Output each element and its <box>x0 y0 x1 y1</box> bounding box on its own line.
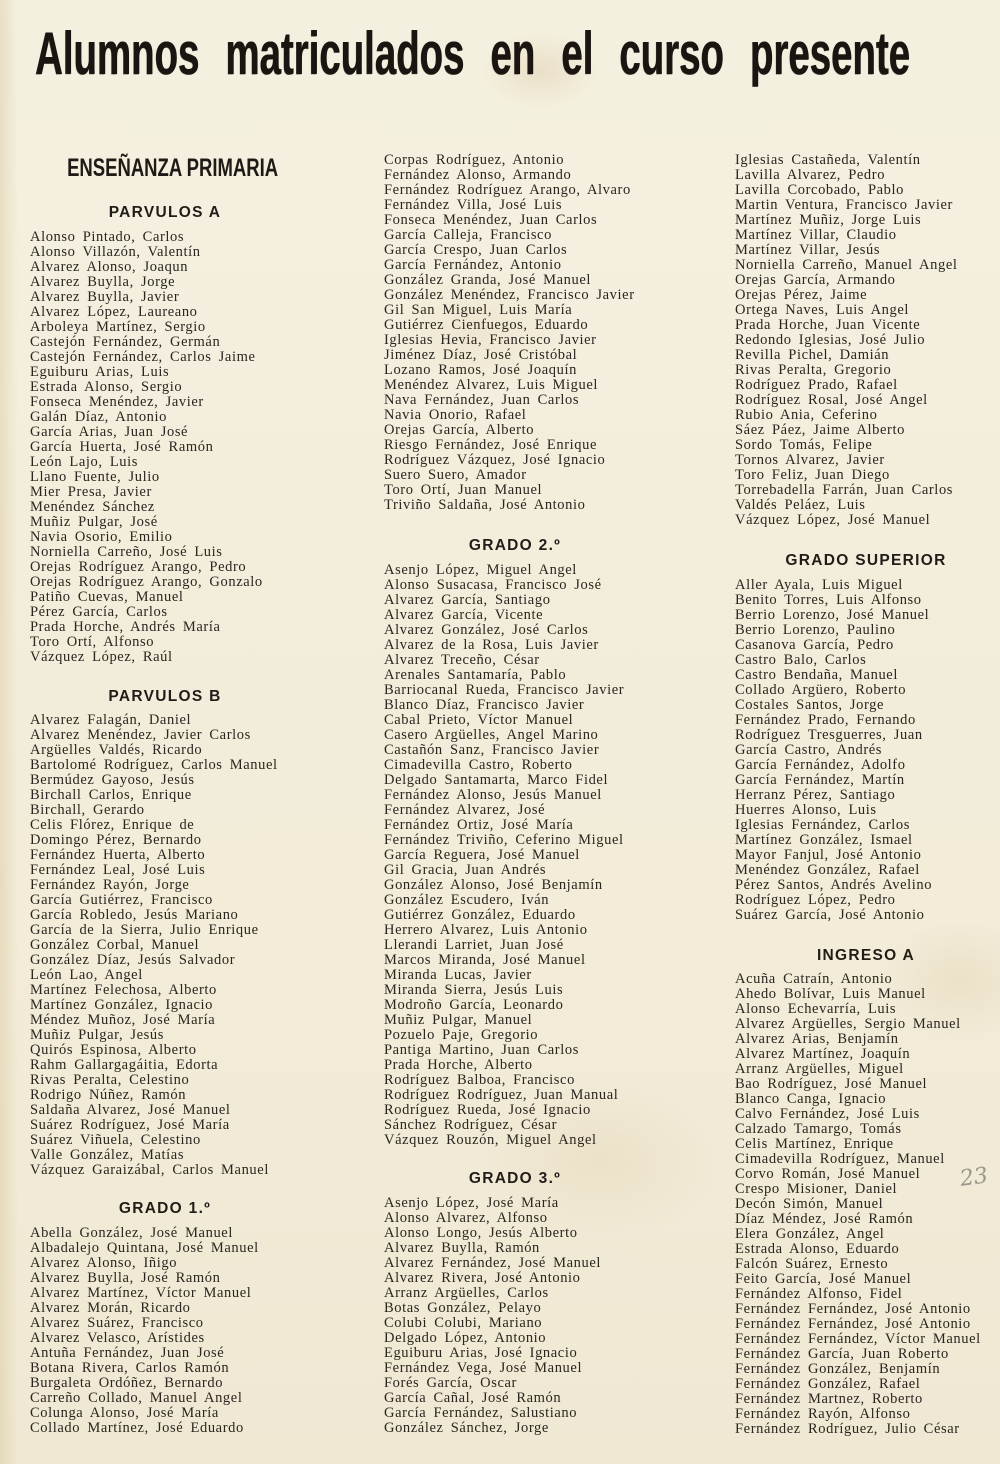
student-name: Cabal Prieto, Víctor Manuel <box>384 712 574 728</box>
student-name: Bermúdez Gayoso, Jesús <box>30 772 195 788</box>
student-list-ingreso-a <box>735 972 997 1437</box>
student-name: González Díaz, Jesús Salvador <box>30 952 236 968</box>
student-name: Benito Torres, Luis Alfonso <box>735 592 922 608</box>
student-name: García Huerta, José Ramón <box>30 439 214 455</box>
student-list-grado-3 <box>384 1196 646 1436</box>
student-name: Fonseca Menéndez, Juan Carlos <box>384 212 598 228</box>
student-name: Martínez Felechosa, Alberto <box>30 982 217 998</box>
student-name: García Reguera, José Manuel <box>384 847 580 863</box>
student-name: Antuña Fernández, Juan José <box>30 1345 225 1361</box>
student-name: Berrio Lorenzo, José Manuel <box>735 607 930 623</box>
student-name: Muñiz Pulgar, Jesús <box>30 1027 165 1043</box>
student-name: Fernández Rayón, Alfonso <box>735 1406 911 1422</box>
student-name: Alvarez García, Santiago <box>384 592 551 608</box>
student-name: Herrero Alvarez, Luis Antonio <box>384 922 588 938</box>
section-heading-grado-1: GRADO 1.º <box>118 1200 212 1217</box>
student-name: García Gutiérrez, Francisco <box>30 892 213 908</box>
student-name: Elera González, Angel <box>735 1226 885 1242</box>
student-name: Alvarez Buylla, José Ramón <box>30 1270 221 1286</box>
student-name: Norniella Carreño, Manuel Angel <box>735 257 958 273</box>
student-name: Fernández González, Rafael <box>735 1376 921 1392</box>
student-name: Fernández Triviño, Ceferino Miguel <box>384 832 624 848</box>
student-name: Collado Martínez, José Eduardo <box>30 1420 244 1436</box>
student-name: Fernández González, Benjamín <box>735 1361 941 1377</box>
student-name: Muñiz Pulgar, José <box>30 514 158 530</box>
student-name: Costales Santos, Jorge <box>735 697 885 713</box>
student-name: Alvarez de la Rosa, Luis Javier <box>384 637 599 653</box>
student-name: Fernández Rodríguez, Julio César <box>735 1421 960 1437</box>
student-name: Pozuelo Paje, Gregorio <box>384 1027 539 1043</box>
student-name: Martin Ventura, Francisco Javier <box>735 197 953 213</box>
student-name: Alvarez Rivera, José Antonio <box>384 1270 581 1286</box>
student-name: Castejón Fernández, Carlos Jaime <box>30 349 256 365</box>
student-name: Prada Horche, Juan Vicente <box>735 317 921 333</box>
student-name: Patiño Cuevas, Manuel <box>30 589 184 605</box>
student-name: Alvarez Buylla, Jorge <box>30 274 176 290</box>
student-name: Vázquez Rouzón, Miguel Angel <box>384 1132 597 1148</box>
student-name: Fernández Rayón, Jorge <box>30 877 190 893</box>
student-name: García Robledo, Jesús Mariano <box>30 907 239 923</box>
student-name: Corpas Rodríguez, Antonio <box>384 152 565 168</box>
student-name: Sáez Páez, Jaime Alberto <box>735 422 905 438</box>
student-name: Lavilla Corcobado, Pablo <box>735 182 904 198</box>
student-name: Orejas Rodríguez Arango, Gonzalo <box>30 574 263 590</box>
student-name: García Cañal, José Ramón <box>384 1390 562 1406</box>
student-name: Casero Argüelles, Angel Marino <box>384 727 599 743</box>
student-name: Fernández García, Juan Roberto <box>735 1346 949 1362</box>
student-name: Navia Osorio, Emilio <box>30 529 173 545</box>
student-name: Rodríguez Tresguerres, Juan <box>735 727 923 743</box>
student-name: Argüelles Valdés, Ricardo <box>30 742 203 758</box>
student-name: Triviño Saldaña, José Antonio <box>384 497 586 513</box>
student-name: García Castro, Andrés <box>735 742 883 758</box>
student-name: Riesgo Fernández, José Enrique <box>384 437 598 453</box>
student-name: Aller Ayala, Luis Miguel <box>735 577 903 593</box>
student-name: Rivas Peralta, Gregorio <box>735 362 892 378</box>
student-name: Quirós Espinosa, Alberto <box>30 1042 197 1058</box>
student-name: Llano Fuente, Julio <box>30 469 160 485</box>
student-name: Suárez García, José Antonio <box>735 907 925 923</box>
student-name: Orejas García, Armando <box>735 272 896 288</box>
student-name: Alvarez Buylla, Javier <box>30 289 180 305</box>
student-name: Carreño Collado, Manuel Angel <box>30 1390 243 1406</box>
student-name: Arboleya Martínez, Sergio <box>30 319 206 335</box>
student-name: Eguiburu Arias, José Ignacio <box>384 1345 578 1361</box>
student-name: Barriocanal Rueda, Francisco Javier <box>384 682 625 698</box>
student-name: Alvarez Alonso, Iñigo <box>30 1255 178 1271</box>
student-name: Alvarez Buylla, Ramón <box>384 1240 540 1256</box>
student-name: Acuña Catraín, Antonio <box>735 971 893 987</box>
student-name: Galán Díaz, Antonio <box>30 409 167 425</box>
student-name: Estrada Alonso, Eduardo <box>735 1241 900 1257</box>
section-heading-parvulos-b: PARVULOS B <box>108 688 222 705</box>
student-name: Castejón Fernández, Germán <box>30 334 221 350</box>
student-name: Gil San Miguel, Luis María <box>384 302 573 318</box>
student-name: García Calleja, Francisco <box>384 227 552 243</box>
student-name: Fernández Prado, Fernando <box>735 712 916 728</box>
heading-ensenanza-primaria <box>30 154 300 182</box>
student-name: Fonseca Menéndez, Javier <box>30 394 204 410</box>
student-name: Díaz Méndez, José Ramón <box>735 1211 914 1227</box>
student-name: Fernández Fernández, Víctor Manuel <box>735 1331 981 1347</box>
student-name: Berrio Lorenzo, Paulino <box>735 622 896 638</box>
student-name: Delgado López, Antonio <box>384 1330 547 1346</box>
student-name: Corvo Román, José Manuel <box>735 1166 921 1182</box>
student-name: Castañón Sanz, Francisco Javier <box>384 742 600 758</box>
student-name: Fernández Alvarez, José <box>384 802 546 818</box>
student-name: Eguiburu Arias, Luis <box>30 364 170 380</box>
handwritten-page-number: 23 <box>958 1163 990 1192</box>
student-name: Jiménez Díaz, José Cristóbal <box>384 347 578 363</box>
student-name: Alonso Villazón, Valentín <box>30 244 201 260</box>
student-name: Vázquez Garaizábal, Carlos Manuel <box>30 1162 269 1178</box>
student-name: Rodríguez Balboa, Francisco <box>384 1072 575 1088</box>
student-name: Alvarez Menéndez, Javier Carlos <box>30 727 251 743</box>
student-name: Fernández Alonso, Jesús Manuel <box>384 787 602 803</box>
student-name: Collado Argüero, Roberto <box>735 682 907 698</box>
student-name: Alonso Longo, Jesús Alberto <box>384 1225 578 1241</box>
student-name: Abella González, José Manuel <box>30 1225 233 1241</box>
student-name: Suárez Viñuela, Celestino <box>30 1132 201 1148</box>
student-name: Modroño García, Leonardo <box>384 997 564 1013</box>
student-name: Valdés Peláez, Luis <box>735 497 866 513</box>
student-name: Rodríguez Rueda, José Ignacio <box>384 1102 591 1118</box>
student-name: Cimadevilla Rodríguez, Manuel <box>735 1151 945 1167</box>
student-name: Fernández Ortiz, José María <box>384 817 574 833</box>
student-name: Fernández Villa, José Luis <box>384 197 563 213</box>
student-list-parvulos-a <box>30 230 300 665</box>
student-name: Llerandi Larriet, Juan José <box>384 937 564 953</box>
student-name: Tornos Alvarez, Javier <box>735 452 885 468</box>
student-name: León Lao, Angel <box>30 967 143 983</box>
student-name: Vázquez López, José Manuel <box>735 512 931 528</box>
student-name: Delgado Santamarta, Marco Fidel <box>384 772 609 788</box>
student-name: Colubi Colubi, Mariano <box>384 1315 543 1331</box>
student-name: Ortega Naves, Luis Angel <box>735 302 910 318</box>
student-name: Torrebadella Farrán, Juan Carlos <box>735 482 954 498</box>
student-name: Crespo Misioner, Daniel <box>735 1181 898 1197</box>
student-name: Mier Presa, Javier <box>30 484 152 500</box>
student-name: Gutiérrez González, Eduardo <box>384 907 576 923</box>
student-name: Forés García, Oscar <box>384 1375 517 1391</box>
student-name: González Alonso, José Benjamín <box>384 877 603 893</box>
student-name: Miranda Lucas, Javier <box>384 967 532 983</box>
student-name: González Escudero, Iván <box>384 892 550 908</box>
student-name: Fernández Martnez, Roberto <box>735 1391 923 1407</box>
student-name: Martínez González, Ignacio <box>30 997 214 1013</box>
student-name: Rodríguez López, Pedro <box>735 892 896 908</box>
student-name: Alvarez Argüelles, Sergio Manuel <box>735 1016 961 1032</box>
student-name: Alvarez García, Vicente <box>384 607 544 623</box>
student-name: Gutiérrez Cienfuegos, Eduardo <box>384 317 589 333</box>
student-name: Alvarez Morán, Ricardo <box>30 1300 191 1316</box>
student-name: García de la Sierra, Julio Enrique <box>30 922 259 938</box>
student-name: Ahedo Bolívar, Luis Manuel <box>735 986 926 1002</box>
student-name: Norniella Carreño, José Luis <box>30 544 223 560</box>
student-name: Menéndez Sánchez <box>30 499 155 515</box>
student-name: Fernández Vega, José Manuel <box>384 1360 583 1376</box>
student-name: Fernández Rodríguez Arango, Alvaro <box>384 182 631 198</box>
student-name: González Menéndez, Francisco Javier <box>384 287 635 303</box>
student-name: Fernández Alonso, Armando <box>384 167 572 183</box>
student-name: González Granda, José Manuel <box>384 272 591 288</box>
student-name: Rodríguez Prado, Rafael <box>735 377 898 393</box>
student-name: Fernández Leal, José Luis <box>30 862 206 878</box>
student-name: Arenales Santamaría, Pablo <box>384 667 567 683</box>
student-name: Alvarez López, Laureano <box>30 304 198 320</box>
student-name: Rodríguez Rosal, José Angel <box>735 392 928 408</box>
student-name: Saldaña Alvarez, José Manuel <box>30 1102 231 1118</box>
student-name: Pérez García, Carlos <box>30 604 168 620</box>
student-name: Navia Onorio, Rafael <box>384 407 527 423</box>
student-name: Iglesias Hevia, Francisco Javier <box>384 332 597 348</box>
student-name: Orejas García, Alberto <box>384 422 535 438</box>
student-name: Redondo Iglesias, José Julio <box>735 332 926 348</box>
section-heading-ingreso-a: INGRESO A <box>816 947 916 964</box>
student-list-grado-2 <box>384 563 646 1148</box>
student-name: Birchall, Gerardo <box>30 802 145 818</box>
student-name: Rubio Ania, Ceferino <box>735 407 878 423</box>
student-name: Nava Fernández, Juan Carlos <box>384 392 580 408</box>
student-list-parvulos-b <box>30 713 300 1178</box>
student-name: Toro Ortí, Juan Manuel <box>384 482 543 498</box>
student-name: Vázquez López, Raúl <box>30 649 173 665</box>
student-name: González Corbal, Manuel <box>30 937 200 953</box>
student-name: Menéndez González, Rafael <box>735 862 920 878</box>
student-name: Alvarez Falagán, Daniel <box>30 712 192 728</box>
student-name: Miranda Sierra, Jesús Luis <box>384 982 564 998</box>
student-name: Domingo Pérez, Bernardo <box>30 832 202 848</box>
student-name: Toro Feliz, Juan Diego <box>735 467 890 483</box>
student-name: Mayor Fanjul, José Antonio <box>735 847 922 863</box>
student-name: Bao Rodríguez, José Manuel <box>735 1076 928 1092</box>
student-name: Cimadevilla Castro, Roberto <box>384 757 573 773</box>
student-name: Huerres Alonso, Luis <box>735 802 877 818</box>
student-name: Sánchez Rodríguez, César <box>384 1117 557 1133</box>
student-name: Prada Horche, Andrés María <box>30 619 221 635</box>
student-name: Herranz Pérez, Santiago <box>735 787 896 803</box>
student-name: Alonso Alvarez, Alfonso <box>384 1210 548 1226</box>
heading-ensenanza-primaria-text: ENSEÑANZA PRIMARIA <box>67 154 279 182</box>
student-name: Feito García, José Manuel <box>735 1271 912 1287</box>
student-name: Burgaleta Ordóñez, Bernardo <box>30 1375 224 1391</box>
student-name: Rodrigo Núñez, Ramón <box>30 1087 187 1103</box>
student-name: Suárez Rodríguez, José María <box>30 1117 230 1133</box>
student-name: Valle González, Matías <box>30 1147 185 1163</box>
student-list-grado-3-continued <box>735 153 997 528</box>
student-name: Botana Rivera, Carlos Ramón <box>30 1360 230 1376</box>
student-name: Rahm Gallargagáitia, Edorta <box>30 1057 219 1073</box>
student-name: González Sánchez, Jorge <box>384 1420 549 1436</box>
student-name: Orejas Rodríguez Arango, Pedro <box>30 559 247 575</box>
student-name: Calzado Tamargo, Tomás <box>735 1121 902 1137</box>
student-name: García Fernández, Salustiano <box>384 1405 578 1421</box>
student-name: Blanco Canga, Ignacio <box>735 1091 887 1107</box>
student-name: Marcos Miranda, José Manuel <box>384 952 586 968</box>
student-name: Alvarez Fernández, José Manuel <box>384 1255 602 1271</box>
student-name: Fernández Huerta, Alberto <box>30 847 206 863</box>
student-name: Decón Simón, Manuel <box>735 1196 884 1212</box>
student-name: Asenjo López, José María <box>384 1195 559 1211</box>
student-name: García Fernández, Adolfo <box>735 757 906 773</box>
student-name: Martínez Villar, Claudio <box>735 227 897 243</box>
student-name: Lavilla Alvarez, Pedro <box>735 167 886 183</box>
student-name: Alvarez Martínez, Joaquín <box>735 1046 911 1062</box>
student-name: Rodríguez Vázquez, José Ignacio <box>384 452 606 468</box>
student-name: Alonso Echevarría, Luis <box>735 1001 897 1017</box>
student-name: Martínez Villar, Jesús <box>735 242 881 258</box>
student-name: León Lajo, Luis <box>30 454 139 470</box>
student-name: Lozano Ramos, José Joaquín <box>384 362 577 378</box>
student-list-grado-superior <box>735 578 997 923</box>
student-list-grado-1-continued <box>384 153 646 513</box>
student-name: Pérez Santos, Andrés Avelino <box>735 877 933 893</box>
student-name: García Arias, Juan José <box>30 424 189 440</box>
student-name: Alvarez Alonso, Joaqun <box>30 259 189 275</box>
student-name: Rivas Peralta, Celestino <box>30 1072 190 1088</box>
student-name: Arranz Argüelles, Carlos <box>384 1285 549 1301</box>
student-name: Castro Bendaña, Manuel <box>735 667 898 683</box>
section-heading-grado-superior: GRADO SUPERIOR <box>785 552 947 569</box>
student-name: Arranz Argüelles, Miguel <box>735 1061 904 1077</box>
page-title: Alumnos matriculados en el curso presente <box>35 20 911 87</box>
student-name: Birchall Carlos, Enrique <box>30 787 192 803</box>
student-name: García Fernández, Martín <box>735 772 905 788</box>
student-name: Fernández Alfonso, Fidel <box>735 1286 903 1302</box>
student-name: Toro Ortí, Alfonso <box>30 634 155 650</box>
student-name: Fernández Fernández, José Antonio <box>735 1316 971 1332</box>
student-name: Martínez Muñiz, Jorge Luis <box>735 212 922 228</box>
student-name: Pantiga Martino, Juan Carlos <box>384 1042 579 1058</box>
student-name: Fernández Fernández, José Antonio <box>735 1301 971 1317</box>
student-name: Alonso Pintado, Carlos <box>30 229 185 245</box>
student-name: Iglesias Castañeda, Valentín <box>735 152 921 168</box>
student-name: García Fernández, Antonio <box>384 257 562 273</box>
student-name: Falcón Suárez, Ernesto <box>735 1256 889 1272</box>
student-name: Menéndez Alvarez, Luis Miguel <box>384 377 599 393</box>
student-name: Alvarez Martínez, Víctor Manuel <box>30 1285 252 1301</box>
student-name: Muñiz Pulgar, Manuel <box>384 1012 533 1028</box>
student-name: Colunga Alonso, José María <box>30 1405 219 1421</box>
student-name: Alonso Susacasa, Francisco José <box>384 577 602 593</box>
student-name: Méndez Muñoz, José María <box>30 1012 216 1028</box>
student-name: Alvarez González, José Carlos <box>384 622 589 638</box>
student-name: Casanova García, Pedro <box>735 637 894 653</box>
student-name: Castro Balo, Carlos <box>735 652 867 668</box>
section-heading-grado-3: GRADO 3.º <box>468 1170 562 1187</box>
student-name: Asenjo López, Miguel Angel <box>384 562 577 578</box>
student-name: Celis Martínez, Enrique <box>735 1136 894 1152</box>
student-name: Iglesias Fernández, Carlos <box>735 817 911 833</box>
student-name: Suero Suero, Amador <box>384 467 527 483</box>
student-name: Gil Gracia, Juan Andrés <box>384 862 547 878</box>
student-name: Alvarez Suárez, Francisco <box>30 1315 204 1331</box>
student-name: Rodríguez Rodríguez, Juan Manual <box>384 1087 619 1103</box>
student-name: Calvo Fernández, José Luis <box>735 1106 920 1122</box>
student-name: Martínez González, Ismael <box>735 832 913 848</box>
student-name: Alvarez Velasco, Arístides <box>30 1330 205 1346</box>
student-list-grado-1 <box>30 1226 300 1436</box>
student-name: Orejas Pérez, Jaime <box>735 287 868 303</box>
student-name: Alvarez Arias, Benjamín <box>735 1031 899 1047</box>
student-name: Sordo Tomás, Felipe <box>735 437 873 453</box>
student-name: Bartolomé Rodríguez, Carlos Manuel <box>30 757 278 773</box>
student-name: Alvarez Treceño, César <box>384 652 540 668</box>
student-name: Botas González, Pelayo <box>384 1300 542 1316</box>
section-heading-parvulos-a: PARVULOS A <box>108 204 222 221</box>
student-name: Blanco Díaz, Francisco Javier <box>384 697 585 713</box>
section-heading-grado-2: GRADO 2.º <box>468 537 562 554</box>
student-name: Albadalejo Quintana, José Manuel <box>30 1240 259 1256</box>
student-name: Prada Horche, Alberto <box>384 1057 533 1073</box>
student-name: Celis Flórez, Enrique de <box>30 817 195 833</box>
student-name: García Crespo, Juan Carlos <box>384 242 568 258</box>
student-name: Revilla Pichel, Damián <box>735 347 890 363</box>
student-name: Estrada Alonso, Sergio <box>30 379 183 395</box>
